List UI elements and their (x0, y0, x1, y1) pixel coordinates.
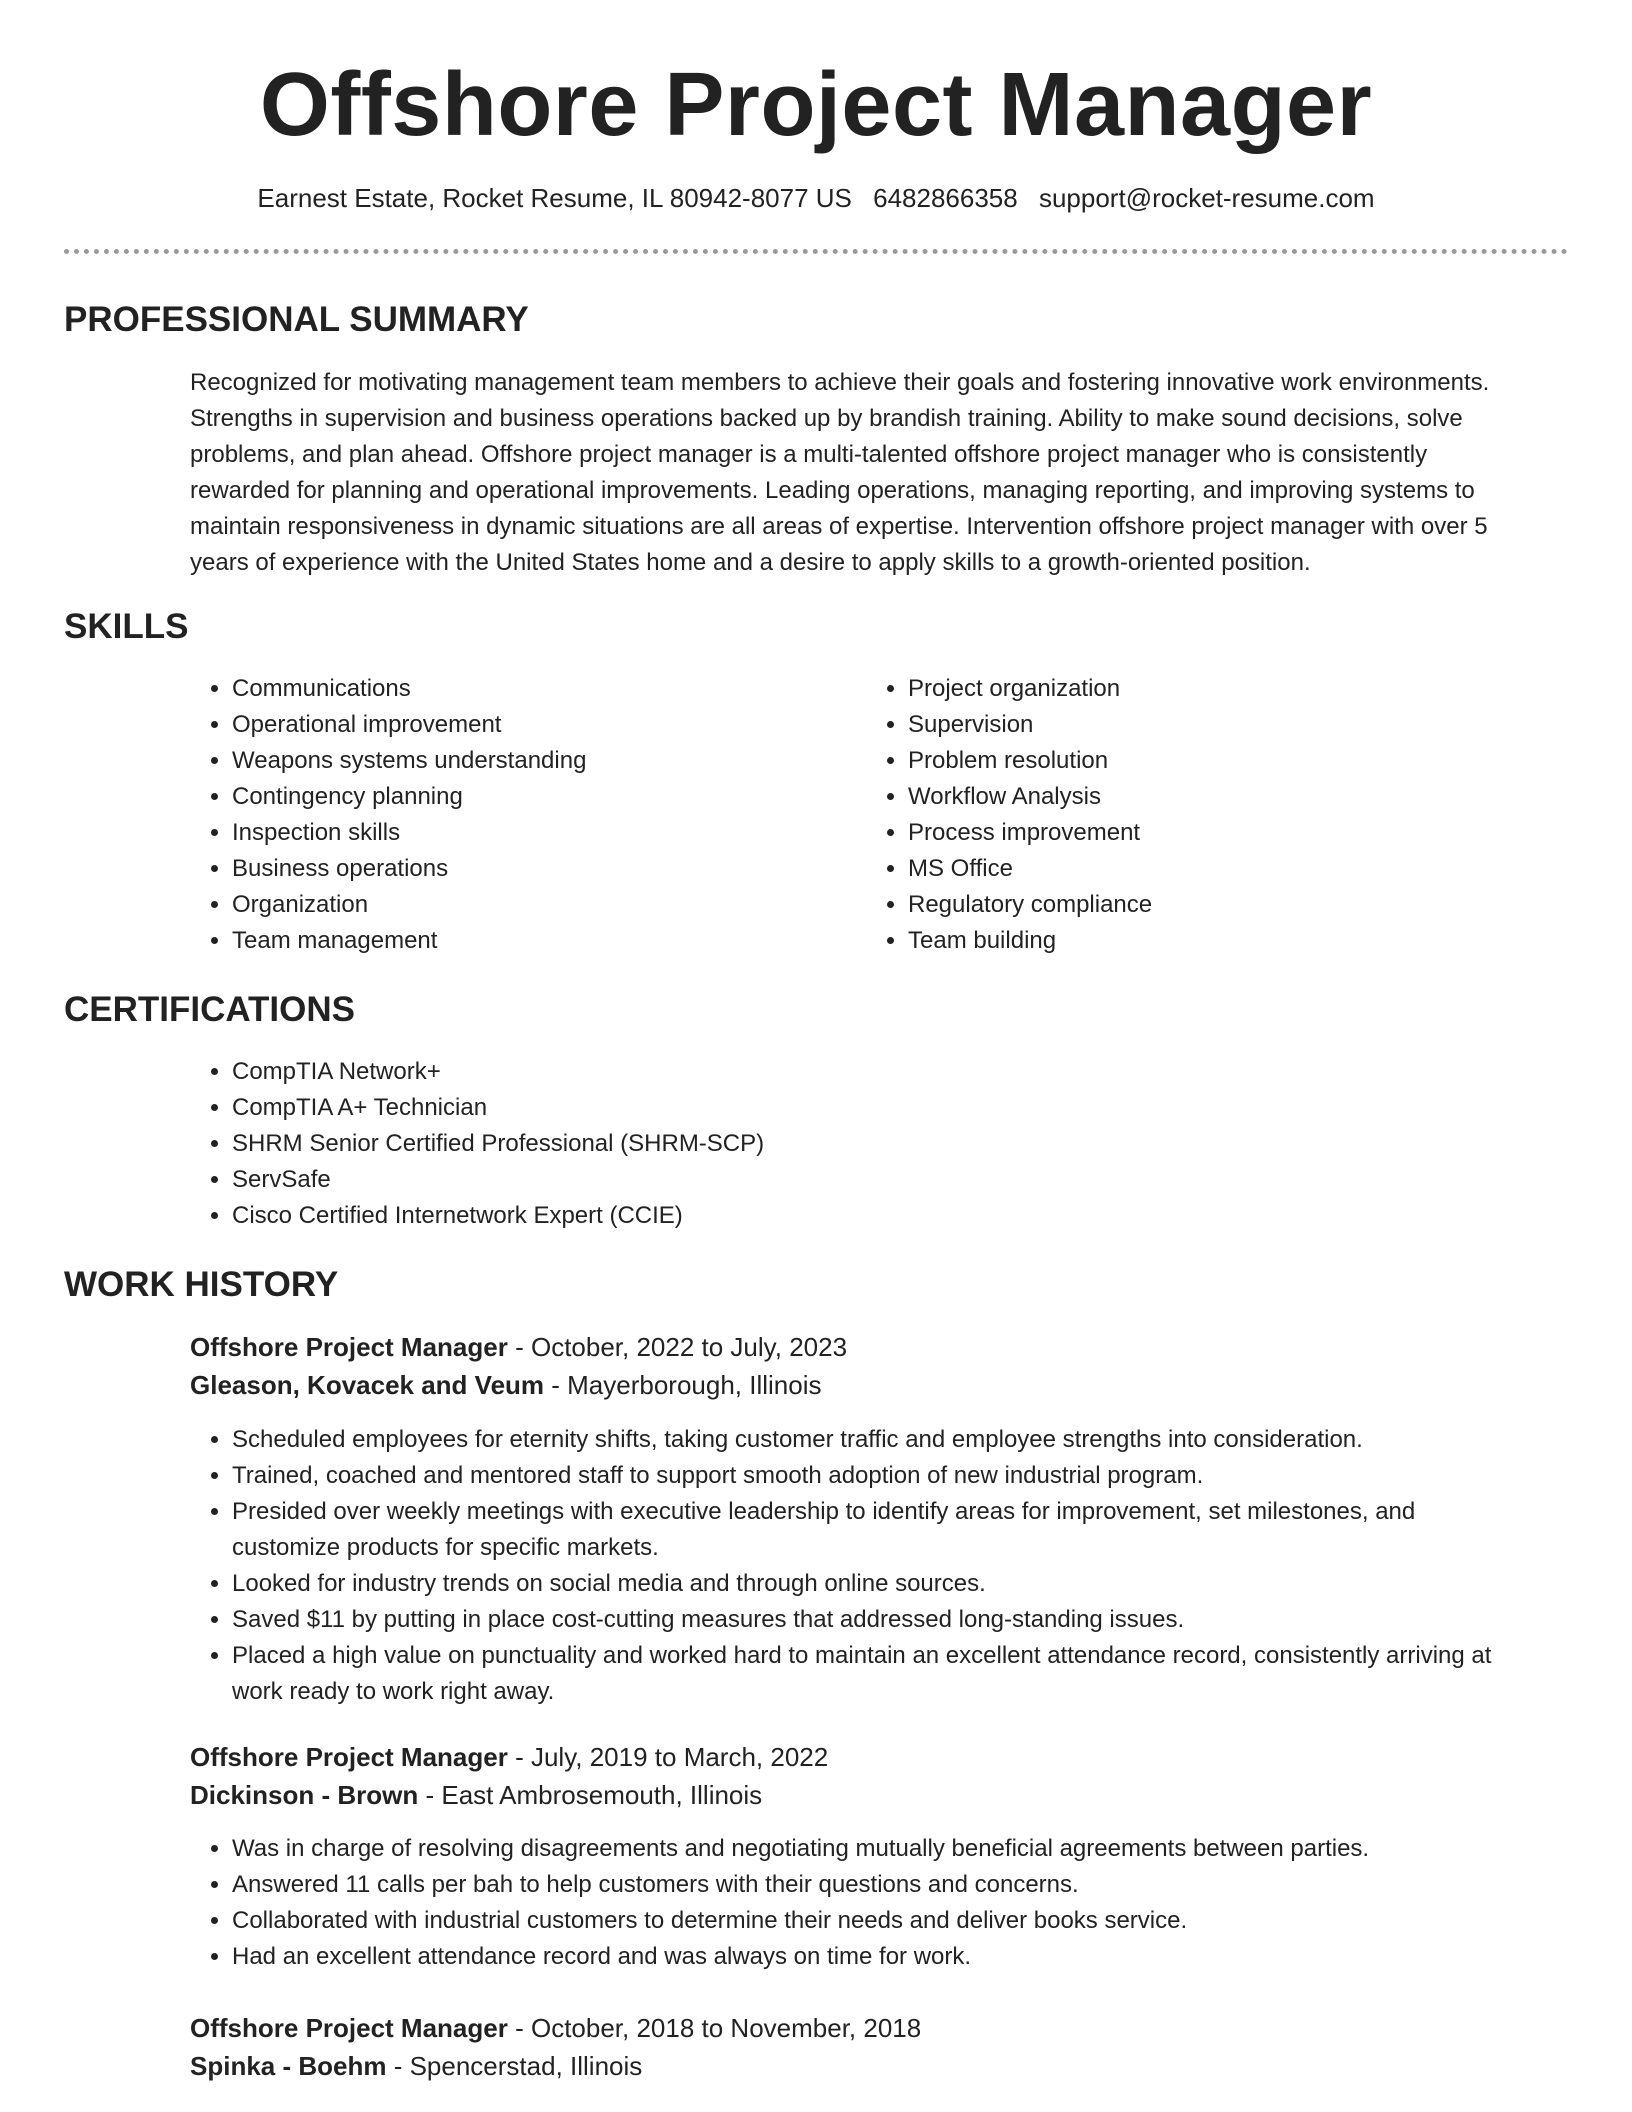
section-title-work-history: WORK HISTORY (64, 1265, 339, 1304)
skill-item: • Business operations (232, 851, 852, 887)
job-bullet: • Trained, coached and mentored staff to support smooth adoption of new industrial program. (232, 1458, 1612, 1494)
skill-item: • Process improvement (908, 815, 1528, 851)
skill-item: • Problem resolution (908, 743, 1528, 779)
section-title-certifications: CERTIFICATIONS (64, 990, 356, 1029)
contact-line (0, 180, 1632, 216)
job-bullet-line: customize products for specific markets. (232, 1534, 659, 1561)
skill-item: • Team management (232, 923, 852, 959)
section-title-skills: SKILLS (64, 607, 189, 646)
job-dates: - July, 2019 to March, 2022 (507, 1742, 829, 1772)
summary-line: years of experience with the United States home and a desire to apply skills to a growth-oriented position. (190, 549, 1311, 576)
job-title-line (190, 1738, 828, 1776)
job-bullet: • Had an excellent attendance record and was always on time for work. (232, 1939, 1612, 1975)
certification-item: • SHRM Senior Certified Professional (SHRM-SCP) (232, 1126, 1532, 1162)
job-title-line (190, 1328, 847, 1366)
job-bullet (232, 1638, 1612, 1710)
job-company-line (190, 1776, 762, 1814)
certification-item: • ServSafe (232, 1162, 1532, 1198)
skills-list-right (864, 671, 1528, 959)
skill-item: • Inspection skills (232, 815, 852, 851)
certification-item: • CompTIA Network+ (232, 1054, 1532, 1090)
skill-item: • Communications (232, 671, 852, 707)
skills-list-left (188, 671, 852, 959)
summary-line: Recognized for motivating management team members to achieve their goals and fostering innovative work environments. (190, 369, 1490, 396)
summary-line: Strengths in supervision and business operations backed up by brandish training. Ability to make sound decisions, solve (190, 405, 1463, 432)
skill-item: • Contingency planning (232, 779, 852, 815)
skill-item: • Weapons systems understanding (232, 743, 852, 779)
section-title-summary: PROFESSIONAL SUMMARY (64, 300, 529, 339)
job-bullets (188, 1831, 1612, 1975)
skill-item: • Team building (908, 923, 1528, 959)
certifications-list (188, 1054, 1532, 1234)
job-bullets (188, 1422, 1612, 1710)
skill-item: • MS Office (908, 851, 1528, 887)
job-title: Offshore Project Manager (190, 2013, 508, 2043)
job-dates: - October, 2022 to July, 2023 (507, 1332, 848, 1362)
skill-item: • Workflow Analysis (908, 779, 1528, 815)
job-company: Spinka - Boehm (190, 2051, 387, 2081)
header-divider (64, 249, 1568, 254)
resume-name: Offshore Project Manager (259, 55, 1373, 155)
job-company: Dickinson - Brown (190, 1780, 419, 1810)
summary-line: maintain responsiveness in dynamic situations are all areas of expertise. Intervention offshore project manager with over 5 (190, 513, 1488, 540)
job-bullet: • Looked for industry trends on social media and through online sources. (232, 1566, 1612, 1602)
skill-item: • Operational improvement (232, 707, 852, 743)
contact-phone: 6482866358 (873, 183, 1018, 213)
contact-email: support@rocket-resume.com (1038, 183, 1375, 213)
contact-address: Earnest Estate, Rocket Resume, IL 80942-8077 US (257, 183, 852, 213)
certification-item: • CompTIA A+ Technician (232, 1090, 1532, 1126)
skill-item: • Organization (232, 887, 852, 923)
job-location: - East Ambrosemouth, Illinois (418, 1780, 763, 1810)
job-bullet: • Scheduled employees for eternity shifts, taking customer traffic and employee strengths into consideration. (232, 1422, 1612, 1458)
job-bullet-line: work ready to work right away. (232, 1678, 555, 1705)
job-dates: - October, 2018 to November, 2018 (507, 2013, 922, 2043)
job-bullet: • Was in charge of resolving disagreements and negotiating mutually beneficial agreements between parties. (232, 1831, 1612, 1867)
job-bullet-line: Placed a high value on punctuality and worked hard to maintain an excellent attendance record, consistently arriving at (232, 1642, 1492, 1669)
job-bullet: • Answered 11 calls per bah to help customers with their questions and concerns. (232, 1867, 1612, 1903)
skill-item: • Project organization (908, 671, 1528, 707)
job-bullet (232, 1494, 1612, 1566)
job-location: - Spencerstad, Illinois (386, 2051, 643, 2081)
job-title: Offshore Project Manager (190, 1332, 508, 1362)
job-company: Gleason, Kovacek and Veum (190, 1370, 545, 1400)
job-company-line (190, 2047, 642, 2085)
job-bullet: • Saved $11 by putting in place cost-cutting measures that addressed long-standing issues. (232, 1602, 1612, 1638)
skill-item: • Regulatory compliance (908, 887, 1528, 923)
summary-line: problems, and plan ahead. Offshore project manager is a multi-talented offshore project manager who is consistently (190, 441, 1428, 468)
summary-line: rewarded for planning and operational improvements. Leading operations, managing reporting, and improving systems to (190, 477, 1475, 504)
job-location: - Mayerborough, Illinois (544, 1370, 822, 1400)
job-title: Offshore Project Manager (190, 1742, 508, 1772)
job-bullet: • Collaborated with industrial customers to determine their needs and deliver books service. (232, 1903, 1612, 1939)
certification-item: • Cisco Certified Internetwork Expert (CCIE) (232, 1198, 1532, 1234)
job-bullet-line: Presided over weekly meetings with executive leadership to identify areas for improvement, set milestones, and (232, 1498, 1416, 1525)
job-company-line (190, 1366, 822, 1404)
job-title-line (190, 2009, 921, 2047)
summary-text (190, 365, 1570, 581)
skill-item: • Supervision (908, 707, 1528, 743)
